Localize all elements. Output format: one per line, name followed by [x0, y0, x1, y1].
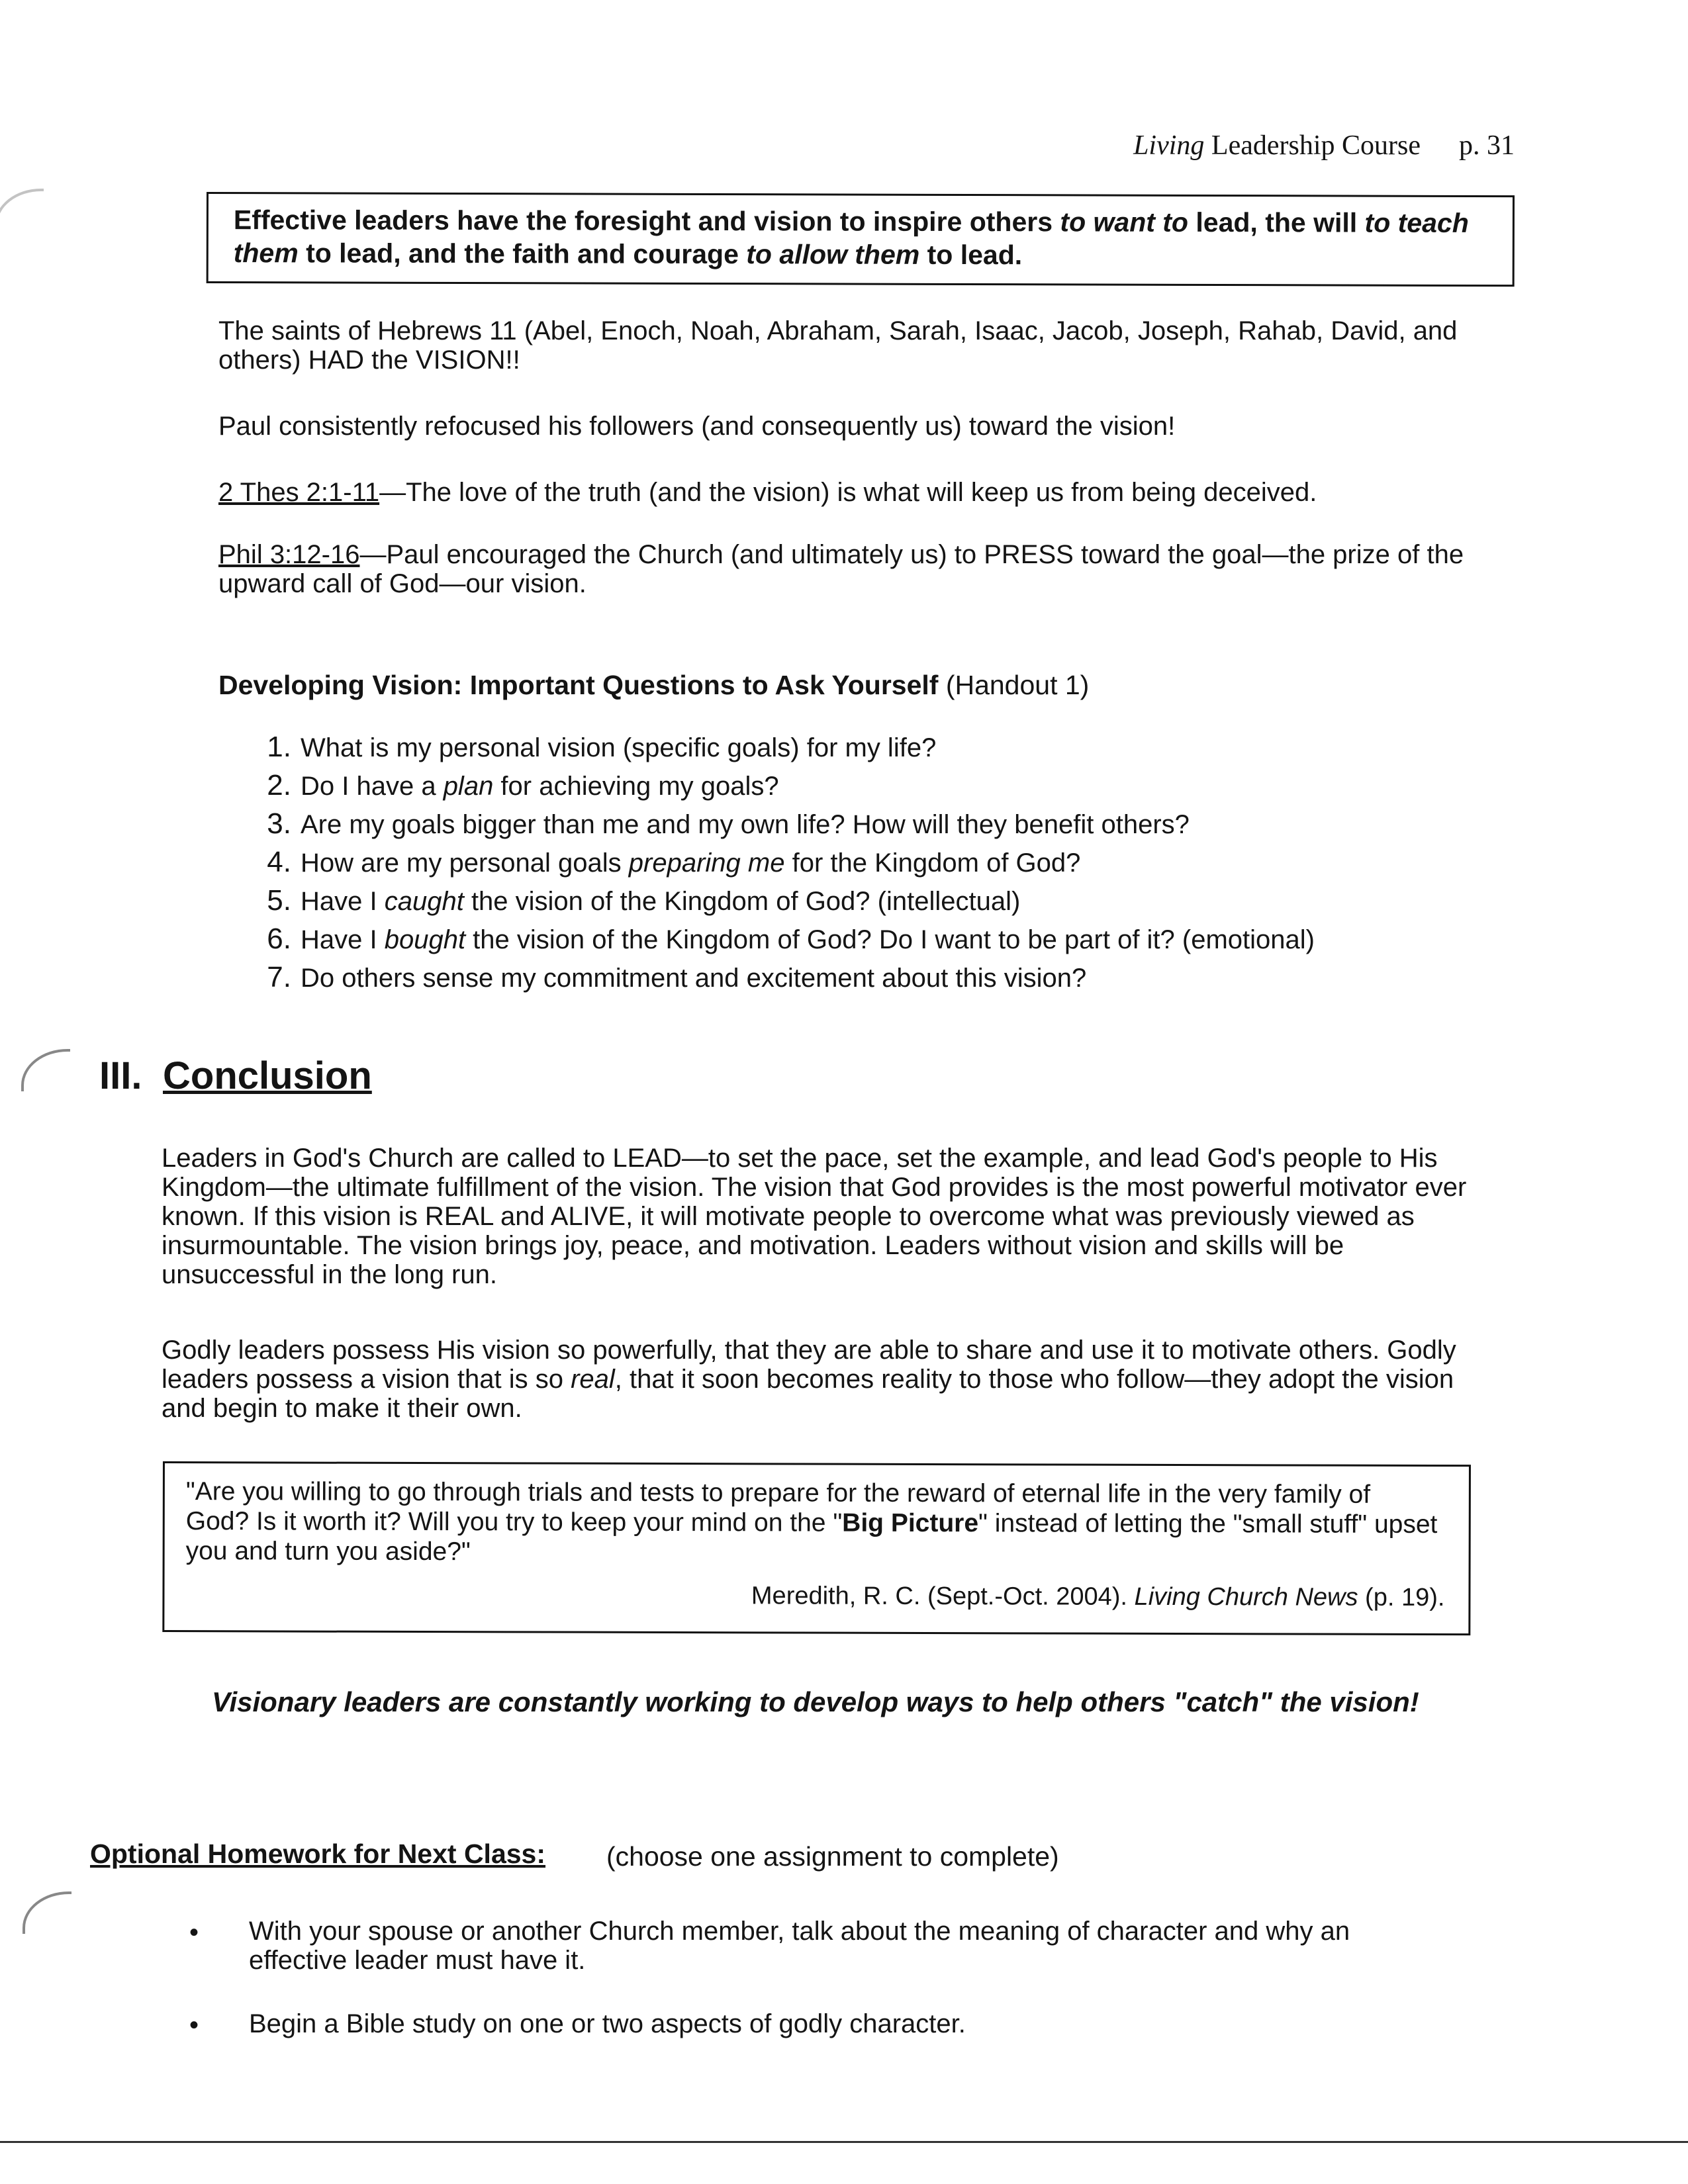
item-emphasis: preparing me — [628, 848, 785, 878]
margin-mark — [0, 189, 44, 231]
handout-note: (Handout 1) — [938, 670, 1090, 700]
item-text: What is my personal vision (specific goals) for my life? — [301, 733, 937, 762]
homework-item: With your spouse or another Church member, talk about the meaning of character and why an effective leader must have it. — [249, 1917, 1350, 1975]
item-text: the vision of the Kingdom of God? Do I want to be part of it? (emotional) — [465, 925, 1315, 954]
item-text: for achieving my goals? — [493, 772, 779, 801]
item-text: Do others sense my commitment and excitement about this vision? — [301, 964, 1087, 993]
item-number: 5. — [267, 884, 291, 917]
paragraph-text: Godly leaders possess His vision so powerfully, that they are able to share and use it to motivate others. Godly leaders possess a vision that is so — [162, 1336, 1456, 1394]
key-statement-part: lead, the will — [1188, 206, 1365, 238]
thes-paragraph — [218, 478, 1489, 507]
quote-text — [186, 1477, 1440, 1569]
paragraph-text: , that it soon becomes reality to those who follow—they adopt the vision and begin to make it their own. — [162, 1365, 1454, 1423]
scripture-reference: 2 Thes 2:1-11 — [218, 478, 380, 507]
item-emphasis: caught — [384, 887, 464, 916]
developing-vision-title: Developing Vision: Important Questions to Ask Yourself — [218, 670, 939, 700]
key-statement-part: Effective leaders have the foresight and vision to inspire others — [233, 205, 1060, 238]
section-title: Conclusion — [163, 1054, 372, 1097]
key-statement-emphasis: to teach them — [233, 207, 1469, 269]
quote-part: " instead of letting the "small stuff" upset you and turn you aside?" — [185, 1509, 1438, 1567]
item-emphasis: plan — [443, 772, 494, 801]
margin-mark — [23, 1891, 71, 1934]
item-text: Are my goals bigger than me and my own life? How will they benefit others? — [301, 810, 1190, 839]
header-course-italic: Living — [1133, 130, 1205, 161]
citation-author: Meredith, R. C. (Sept.-Oct. 2004). — [751, 1582, 1135, 1611]
item-number: 7. — [267, 961, 291, 993]
list-item — [246, 805, 1315, 843]
item-number: 3. — [267, 807, 291, 840]
conclusion-paragraph-2 — [162, 1336, 1485, 1423]
item-number: 2. — [267, 769, 291, 801]
header-course-title: Leadership Course — [1204, 130, 1421, 161]
list-item — [246, 958, 1315, 997]
bullet-icon: • — [189, 2011, 199, 2040]
key-statement — [234, 203, 1490, 273]
list-item — [246, 843, 1315, 882]
quote-citation — [751, 1582, 1445, 1612]
section-number: III. — [99, 1054, 142, 1097]
section-heading — [99, 1054, 372, 1098]
quote-emphasis: Big Picture — [842, 1508, 979, 1538]
homework-item: Begin a Bible study on one or two aspects of godly character. — [249, 2009, 966, 2038]
list-item — [246, 882, 1315, 920]
citation-source: Living Church News — [1134, 1582, 1358, 1612]
phil-paragraph — [218, 540, 1503, 598]
thes-text: —The love of the truth (and the vision) is what will keep us from being deceived. — [379, 478, 1317, 507]
quote-part: "Are you willing to go through trials and tests to prepare for the reward of eternal life in the very family of God? Is it worth it? Will you try to keep your mind on the " — [185, 1477, 1371, 1537]
conclusion-paragraph-1: Leaders in God's Church are called to LEAD—to set the pace, set the example, and lead God's people to His Kingdom—the ultimate fulfillment of the vision. The vision that God provides is the most powerful motivator ever known. If this vision is REAL and ALIVE, it will motivate people to overcome what was previously viewed as insurmountable. The vision brings joy, peace, and motivation. Leaders without vision and skills will be unsuccessful in the long run. — [162, 1144, 1467, 1289]
item-text: Have I — [301, 925, 385, 954]
item-number: 4. — [267, 846, 291, 878]
homework-heading: Optional Homework for Next Class: — [90, 1839, 546, 1869]
item-text: for the Kingdom of God? — [784, 848, 1081, 878]
phil-text: —Paul encouraged the Church (and ultimately us) to PRESS toward the goal—the prize of the upward call of God—our vision. — [218, 540, 1464, 598]
item-number: 6. — [267, 923, 291, 955]
key-statement-box — [207, 192, 1515, 287]
item-emphasis: bought — [384, 925, 466, 954]
margin-mark — [21, 1049, 70, 1091]
item-number: 1. — [267, 731, 291, 763]
closing-statement: Visionary leaders are constantly working to develop ways to help others "catch" the vision! — [212, 1686, 1419, 1717]
list-item — [246, 766, 1315, 805]
item-text: Do I have a — [301, 772, 444, 801]
item-text: the vision of the Kingdom of God? (intellectual) — [463, 887, 1021, 916]
homework-note: (choose one assignment to complete) — [606, 1841, 1059, 1872]
paul-paragraph: Paul consistently refocused his followers (and consequently us) toward the vision! — [218, 412, 1176, 441]
scripture-reference: Phil 3:12-16 — [218, 540, 360, 569]
page-header — [1133, 130, 1515, 161]
bullet-icon: • — [189, 1918, 199, 1947]
hebrews-paragraph: The saints of Hebrews 11 (Abel, Enoch, Noah, Abraham, Sarah, Isaac, Jacob, Joseph, Rahab, David, and others) HAD the VISION!! — [218, 316, 1458, 375]
item-text: Have I — [301, 887, 385, 916]
citation-page: (p. 19). — [1358, 1583, 1445, 1612]
quote-box — [162, 1461, 1471, 1635]
paragraph-emphasis: real — [571, 1365, 615, 1394]
list-item — [246, 920, 1315, 958]
key-statement-part: to lead. — [919, 239, 1023, 271]
key-statement-emphasis: to allow them — [746, 239, 920, 270]
key-statement-part: to lead, and the faith and courage — [298, 238, 747, 270]
vision-questions-list — [246, 728, 1315, 997]
list-item — [246, 728, 1315, 766]
key-statement-emphasis: to want to — [1060, 206, 1189, 238]
item-text: How are my personal goals — [301, 848, 629, 878]
developing-vision-heading — [218, 670, 1089, 701]
page-bottom-rule — [0, 2141, 1688, 2143]
page-number: p. 31 — [1459, 130, 1515, 161]
